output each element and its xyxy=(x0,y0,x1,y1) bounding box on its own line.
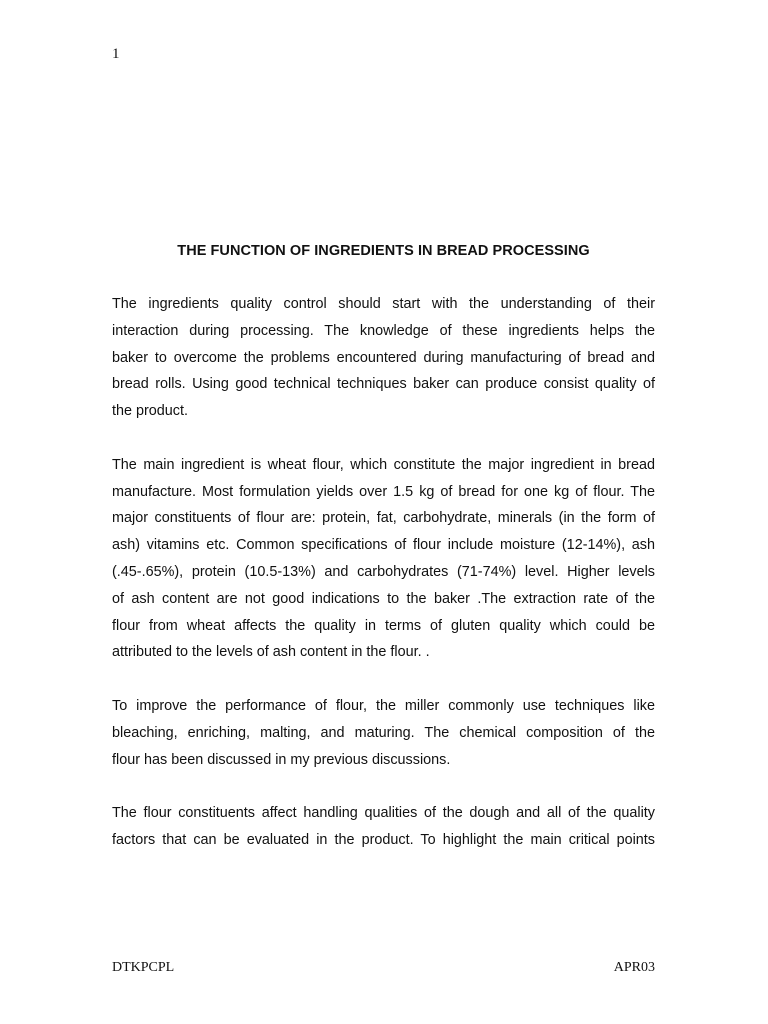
text-line: bread rolls. Using good technical techniques baker can produce consist quality of xyxy=(112,376,655,393)
text-line: (.45-.65%), protein (10.5-13%) and carbohydrates (71-74%) level. Higher levels xyxy=(112,563,655,580)
paragraph-3 xyxy=(112,693,655,773)
text-line: flour from wheat affects the quality in terms of gluten quality which could be xyxy=(112,617,655,634)
text-line: ash) vitamins etc. Common specifications of flour include moisture (12-14%), ash xyxy=(112,537,655,554)
text-line: of ash content are not good indications to the baker .The extraction rate of the xyxy=(112,590,655,607)
document-body xyxy=(112,291,655,881)
footer-document-code: DTKPCPL xyxy=(112,960,175,975)
text-line: The flour constituents affect handling qualities of the dough and all of the quality xyxy=(112,805,655,822)
text-line: flour has been discussed in my previous discussions. xyxy=(112,751,451,768)
text-line: interaction during processing. The knowledge of these ingredients helps the xyxy=(112,322,655,339)
text-line: bleaching, enriching, malting, and maturing. The chemical composition of the xyxy=(112,724,655,741)
text-line: The main ingredient is wheat flour, which constitute the major ingredient in bread xyxy=(112,456,655,473)
text-line: factors that can be evaluated in the product. To highlight the main critical points xyxy=(112,831,655,848)
paragraph-1 xyxy=(112,291,655,425)
text-line: major constituents of flour are: protein, fat, carbohydrate, minerals (in the form of xyxy=(112,510,655,527)
text-line: the product. xyxy=(112,403,189,420)
page-number: 1 xyxy=(112,46,120,62)
paragraph-2 xyxy=(112,452,655,666)
text-line: manufacture. Most formulation yields over 1.5 kg of bread for one kg of flour. The xyxy=(112,483,655,500)
paragraph-4 xyxy=(112,800,655,854)
footer-date-code: APR03 xyxy=(613,960,655,975)
text-line: The ingredients quality control should start with the understanding of their xyxy=(112,296,655,312)
text-line: attributed to the levels of ash content in the flour. . xyxy=(112,644,430,661)
document-title: THE FUNCTION OF INGREDIENTS IN BREAD PROCESSING xyxy=(177,243,590,259)
text-line: baker to overcome the problems encountered during manufacturing of bread and xyxy=(112,349,655,366)
text-line: To improve the performance of flour, the miller commonly use techniques like xyxy=(112,697,655,714)
